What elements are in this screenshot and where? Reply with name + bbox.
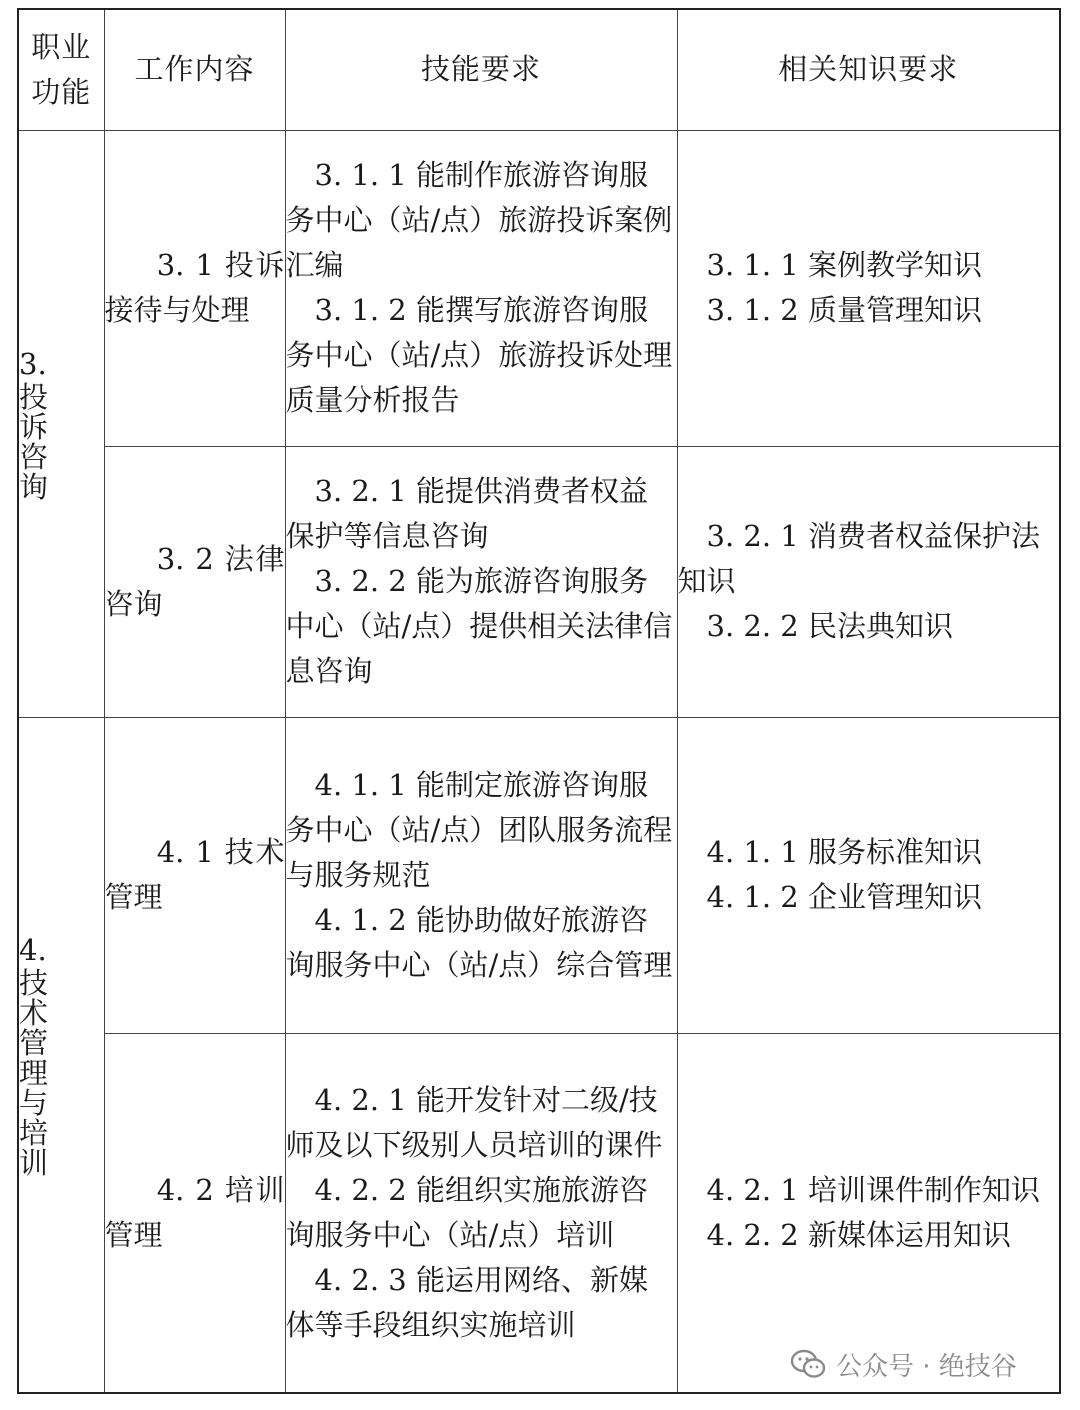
knowledge-item: 4. 2. 1 培训课件制作知识 [706, 1172, 1040, 1207]
knowledge-item: 4. 1. 1 服务标准知识 [706, 835, 982, 869]
knowledge-item: 3. 1. 2 质量管理知识 [706, 293, 982, 327]
table-row [18, 717, 1060, 1033]
skill-item: 4. 2. 2 能组织实施旅游咨询服务中心（站/点）培训 [285, 1172, 648, 1252]
table-row [18, 1033, 1060, 1393]
skill-item: 4. 2. 3 能运用网络、新媒体等手段组织实施培训 [285, 1262, 648, 1342]
skill-item: 3. 2. 1 能提供消费者权益保护等信息咨询 [285, 474, 648, 553]
function-name: 投诉咨询 [19, 379, 49, 504]
knowledge-cell [677, 1033, 1060, 1393]
work-content-cell [104, 717, 285, 1033]
function-cell-4 [18, 717, 104, 1393]
skills-cell [285, 130, 677, 446]
work-content-text: 4. 1 技术管理 [104, 835, 285, 914]
work-content-cell [104, 1033, 285, 1393]
skill-item: 3. 1. 2 能撰写旅游咨询服务中心（站/点）旅游投诉处理质量分析报告 [285, 293, 673, 417]
function-number: 3. [19, 346, 47, 381]
header-knowledge: 相关知识要求 [677, 9, 1060, 130]
occupational-skills-table [17, 8, 1061, 1394]
knowledge-cell [677, 717, 1060, 1033]
knowledge-cell [677, 446, 1060, 717]
header-skills: 技能要求 [285, 9, 677, 130]
wechat-icon [790, 1349, 826, 1379]
skill-item: 3. 2. 2 能为旅游咨询服务中心（站/点）提供相关法律信息咨询 [285, 564, 673, 688]
skill-item: 4. 1. 2 能协助做好旅游咨询服务中心（站/点）综合管理 [285, 902, 673, 982]
knowledge-cell [677, 130, 1060, 446]
table-row [18, 446, 1060, 717]
table-row [18, 130, 1060, 446]
work-content-cell [104, 446, 285, 717]
knowledge-item: 4. 1. 2 企业管理知识 [706, 880, 982, 914]
knowledge-item: 3. 2. 1 消费者权益保护法知识 [677, 519, 1040, 598]
header-work-content: 工作内容 [104, 9, 285, 130]
skill-item: 4. 2. 1 能开发针对二级/技师及以下级别人员培训的课件 [285, 1082, 663, 1162]
skill-item: 4. 1. 1 能制定旅游咨询服务中心（站/点）团队服务流程与服务规范 [285, 767, 673, 892]
function-cell-3 [18, 130, 104, 717]
knowledge-item: 3. 1. 1 案例教学知识 [706, 248, 982, 282]
skill-item: 3. 1. 1 能制作旅游咨询服务中心（站/点）旅游投诉案例汇编 [285, 158, 673, 282]
watermark-text: 公众号 · 绝技谷 [836, 1351, 1017, 1382]
table-header-row [18, 9, 1060, 130]
skills-cell [285, 717, 677, 1033]
header-function: 职业功能 [18, 9, 104, 130]
knowledge-item: 3. 2. 2 民法典知识 [706, 609, 953, 643]
work-content-text: 3. 1 投诉接待与处理 [104, 248, 285, 327]
work-content-text: 3. 2 法律咨询 [104, 541, 285, 621]
function-number: 4. [19, 932, 47, 967]
function-name: 技术管理与培训 [19, 965, 49, 1180]
knowledge-item: 4. 2. 2 新媒体运用知识 [706, 1217, 1011, 1252]
work-content-text: 4. 2 培训管理 [104, 1172, 285, 1252]
watermark [790, 1344, 1017, 1384]
skills-cell [285, 1033, 677, 1393]
skills-cell [285, 446, 677, 717]
work-content-cell [104, 130, 285, 446]
